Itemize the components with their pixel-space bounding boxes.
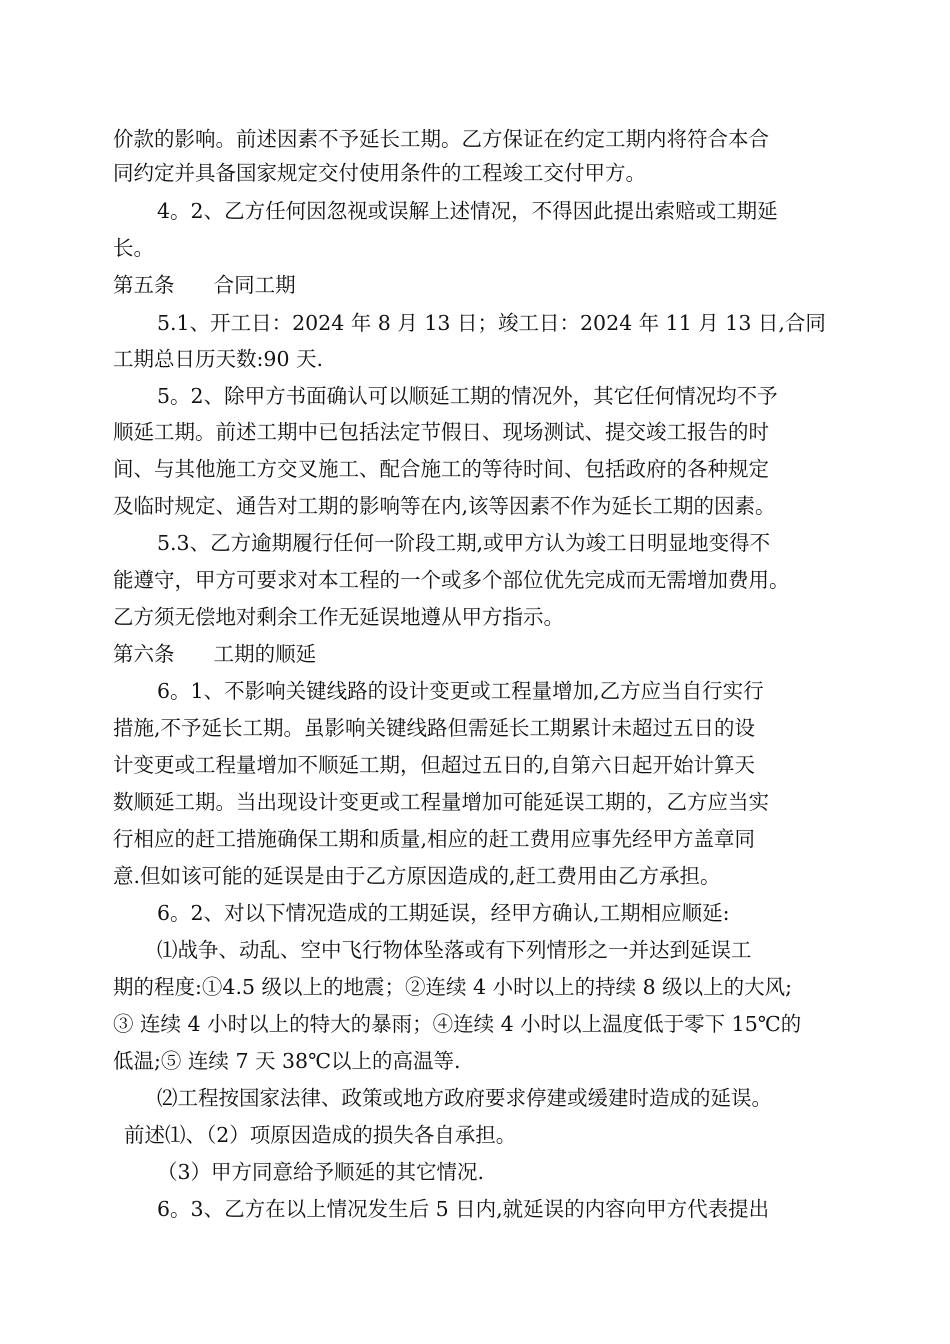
text-line: 5。2、除甲方书面确认可以顺延工期的情况外，其它任何情况均不予 (157, 384, 778, 408)
text-line: 同约定并具备国家规定交付使用条件的工程竣工交付甲方。 (113, 161, 646, 185)
section-heading: 第六条 工期的顺延 (113, 642, 317, 666)
text-line: 价款的影响。前述因素不予延长工期。乙方保证在约定工期内将符合本合 (113, 127, 769, 151)
text-line: ⑵工程按国家法律、政策或地方政府要求停建或缓建时造成的延误。 (157, 1086, 772, 1110)
text-line: ③ 连续 4 小时以上的特大的暴雨；④连续 4 小时以上温度低于零下 15℃的 (113, 1012, 802, 1036)
text-line: 计变更或工程量增加不顺延工期，但超过五日的,自第六日起开始计算天 (113, 753, 756, 777)
text-line: 数顺延工期。当出现设计变更或工程量增加可能延误工期的，乙方应当实 (113, 790, 769, 814)
text-line: 6。2、对以下情况造成的工期延误，经甲方确认,工期相应顺延: (157, 901, 730, 925)
text-line: 顺延工期。前述工期中已包括法定节假日、现场测试、提交竣工报告的时 (113, 420, 769, 444)
text-line: 期的程度:①4.5 级以上的地震；②连续 4 小时以上的持续 8 级以上的大风; (113, 975, 793, 999)
text-line: 长。 (113, 236, 154, 260)
text-line: 6。1、不影响关键线路的设计变更或工程量增加,乙方应当自行实行 (157, 679, 764, 703)
text-line: 行相应的赶工措施确保工期和质量,相应的赶工费用应事先经甲方盖章同 (113, 827, 756, 851)
text-line: 能遵守，甲方可要求对本工程的一个或多个部位优先完成而无需增加费用。 (113, 568, 790, 592)
text-line: 及临时规定、通告对工期的影响等在内,该等因素不作为延长工期的因素。 (113, 494, 776, 518)
text-line: ⑴战争、动乱、空中飞行物体坠落或有下列情形之一并达到延误工 (157, 938, 752, 962)
text-line: 意.但如该可能的延误是由于乙方原因造成的,赶工费用由乙方承担。 (113, 864, 721, 888)
text-line: 工期总日历天数:90 天. (113, 347, 324, 371)
text-line: （3）甲方同意给予顺延的其它情况. (157, 1160, 485, 1184)
text-line: 6。3、乙方在以上情况发生后 5 日内,就延误的内容向甲方代表提出 (157, 1197, 770, 1221)
text-line: 间、与其他施工方交叉施工、配合施工的等待时间、包括政府的各种规定 (113, 457, 769, 481)
text-line: 前述⑴、（2）项原因造成的损失各自承担。 (124, 1123, 517, 1147)
text-line: 5.3、乙方逾期履行任何一阶段工期,或甲方认为竣工日明显地变得不 (157, 531, 771, 555)
text-line: 4。2、乙方任何因忽视或误解上述情况，不得因此提出索赔或工期延 (157, 199, 778, 223)
text-line: 乙方须无偿地对剩余工作无延误地遵从甲方指示。 (113, 605, 564, 629)
section-heading: 第五条 合同工期 (113, 273, 296, 297)
text-line: 低温;⑤ 连续 7 天 38℃以上的高温等. (113, 1049, 461, 1073)
text-line: 5.1、开工日：2024 年 8 月 13 日；竣工日：2024 年 11 月 13 日,合同 (157, 311, 826, 335)
text-line: 措施,不予延长工期。虽影响关键线路但需延长工期累计未超过五日的设 (113, 716, 756, 740)
